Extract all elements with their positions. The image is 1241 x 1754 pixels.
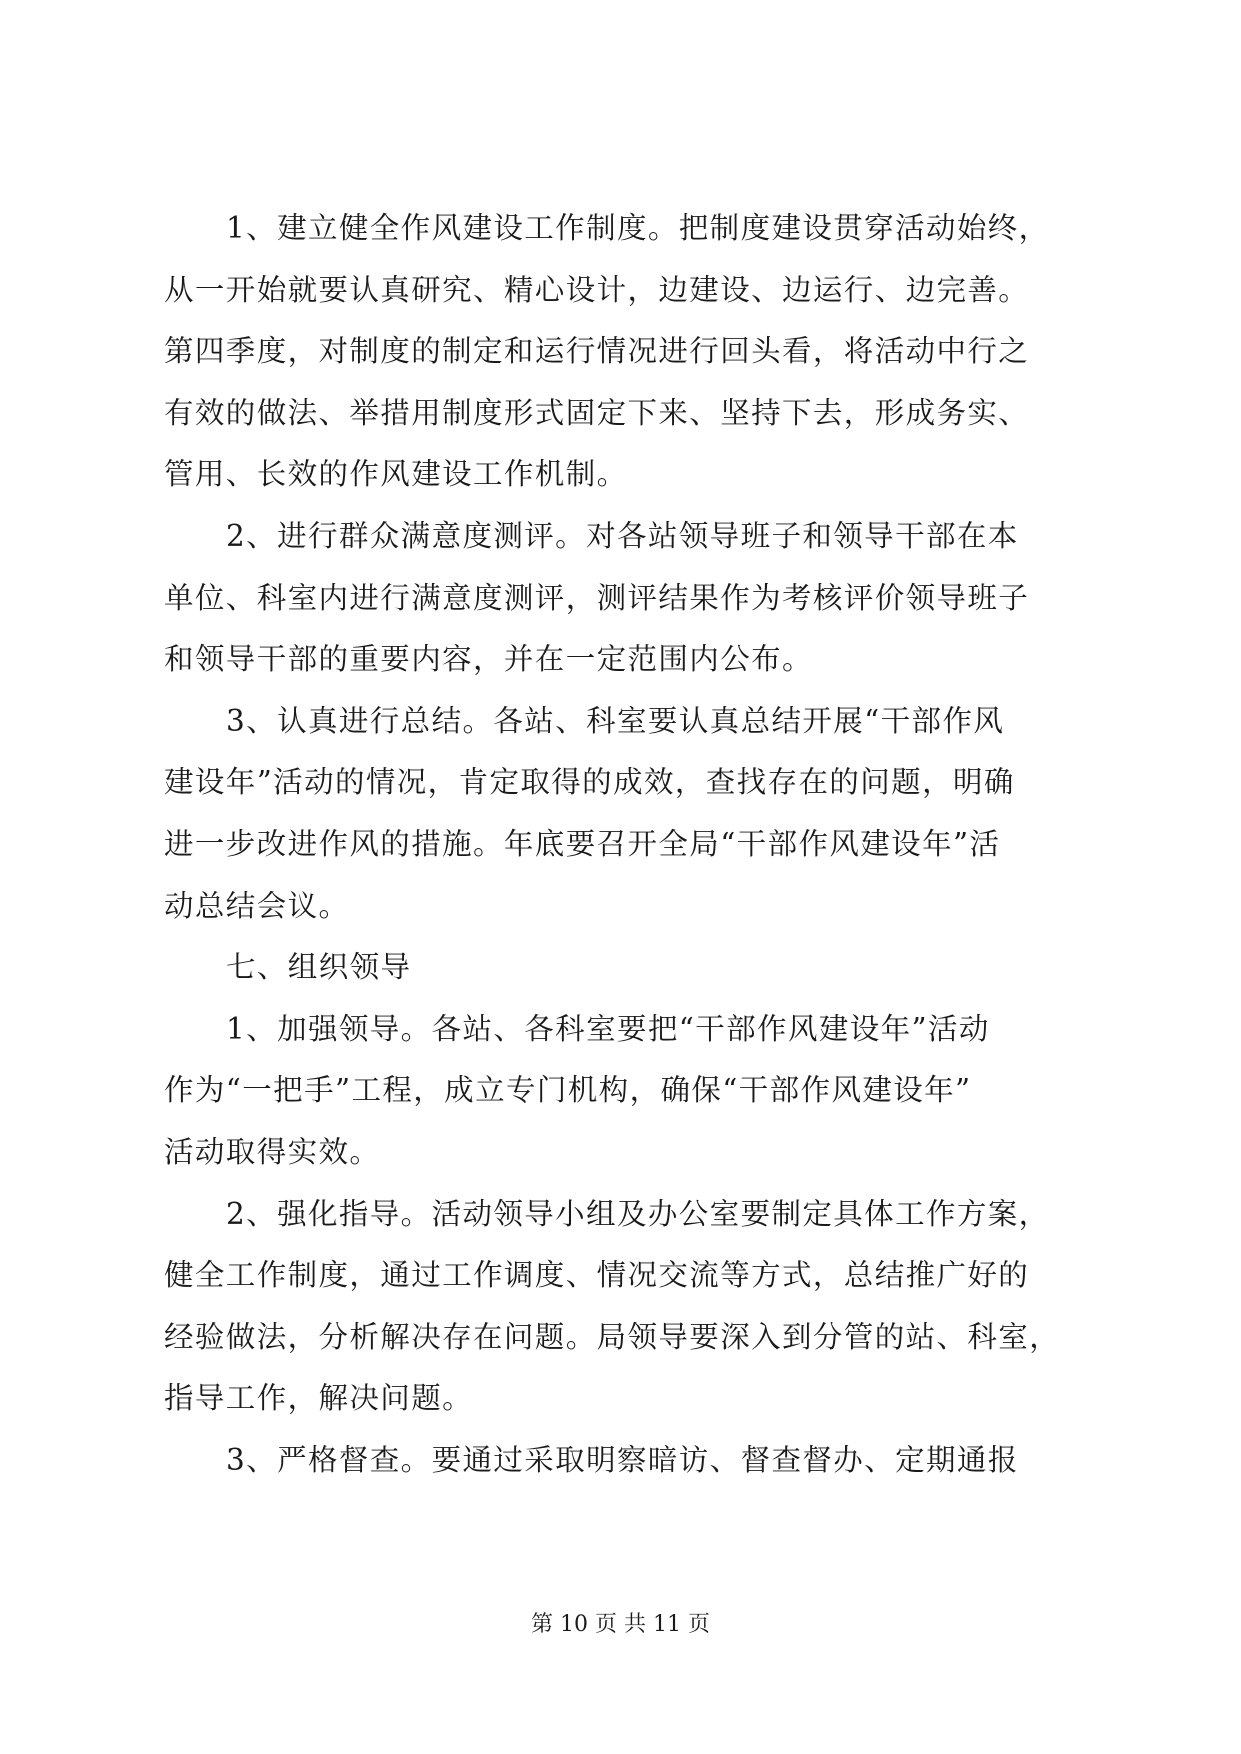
section-heading: 七、组织领导: [226, 950, 412, 985]
document-body: [164, 198, 1089, 1491]
page-footer: [0, 1610, 1241, 1640]
text-line: 有效的做法、举措用制度形式固定下来、坚持下去，形成务实、: [164, 395, 1030, 430]
paragraph-1: [164, 198, 1089, 506]
text-line: 1、建立健全作风建设工作制度。把制度建设贯穿活动始终，: [226, 211, 1050, 245]
text-line: 2、强化指导。活动领导小组及办公室要制定具体工作方案，: [226, 1196, 1050, 1231]
text-line: 建设年”活动的情况，肯定取得的成效，查找存在的问题，明确: [164, 765, 1015, 800]
text-line: 单位、科室内进行满意度测评，测评结果作为考核评价领导班子: [164, 580, 1030, 615]
text-line: 2、进行群众满意度测评。对各站领导班子和领导干部在本: [226, 518, 1019, 553]
section-heading-7: [164, 937, 1089, 999]
text-line: 1、加强领导。各站、各科室要把“干部作风建设年”活动: [226, 1011, 990, 1046]
paragraph-3: [164, 691, 1089, 937]
paragraph-6: [164, 1430, 1089, 1492]
paragraph-4: [164, 999, 1089, 1184]
text-line: 健全工作制度，通过工作调度、情况交流等方式，总结推广好的: [164, 1258, 1030, 1293]
text-line: 经验做法，分析解决存在问题。局领导要深入到分管的站、科室，: [164, 1319, 1061, 1354]
page-number-label: 第 10 页 共 11 页: [531, 1612, 710, 1637]
text-line: 活动取得实效。: [164, 1134, 381, 1169]
text-line: 从一开始就要认真研究、精心设计，边建设、边运行、边完善。: [164, 272, 1030, 307]
paragraph-5: [164, 1184, 1089, 1430]
text-line: 管用、长效的作风建设工作机制。: [164, 457, 628, 492]
text-line: 进一步改进作风的措施。年底要召开全局“干部作风建设年”活: [164, 826, 1001, 861]
text-line: 动总结会议。: [164, 888, 350, 923]
text-line: 3、认真进行总结。各站、科室要认真总结开展“干部作风: [226, 703, 1005, 738]
text-line: 第四季度，对制度的制定和运行情况进行回头看，将活动中行之: [164, 334, 1030, 369]
paragraph-2: [164, 506, 1089, 691]
text-line: 作为“一把手”工程，成立专门机构，确保“干部作风建设年”: [164, 1073, 972, 1108]
text-line: 指导工作，解决问题。: [164, 1381, 474, 1416]
text-line: 和领导干部的重要内容，并在一定范围内公布。: [164, 642, 813, 677]
text-line: 3、严格督查。要通过采取明察暗访、督查督办、定期通报: [226, 1442, 1019, 1477]
